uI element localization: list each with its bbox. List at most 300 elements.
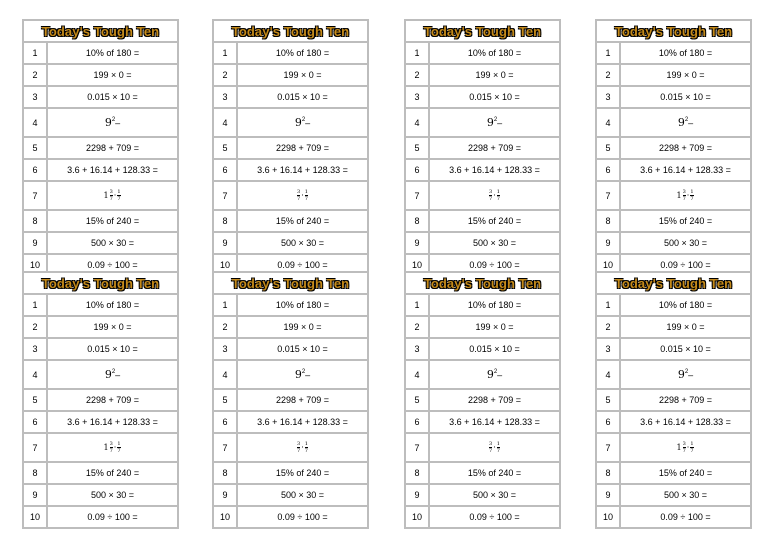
question-number: 9 bbox=[214, 233, 238, 253]
question-text: 199 × 0 = bbox=[283, 322, 322, 332]
denominator: 7 bbox=[496, 448, 500, 454]
question-number: 4 bbox=[214, 361, 238, 388]
mixed-whole: 1 bbox=[676, 443, 682, 452]
question-text: 10% of 180 = bbox=[275, 48, 330, 58]
question-text: 0.09 ÷ 100 = bbox=[469, 260, 520, 270]
question-text: 0.015 × 10 = bbox=[469, 344, 520, 354]
question-text bbox=[48, 182, 177, 209]
numerator: 3 bbox=[682, 189, 686, 195]
question-row bbox=[24, 463, 177, 485]
question-number: 3 bbox=[24, 87, 48, 107]
denominator: 7 bbox=[690, 448, 694, 454]
fraction-2 bbox=[305, 189, 308, 202]
numerator: 1 bbox=[496, 441, 500, 447]
question-row bbox=[24, 211, 177, 233]
question-text: 10% of 180 = bbox=[658, 48, 713, 58]
fraction-operator: · bbox=[686, 191, 690, 200]
power-base: 9 bbox=[104, 368, 112, 381]
question-row bbox=[214, 434, 367, 463]
fraction-2 bbox=[497, 189, 500, 202]
question-number: 10 bbox=[24, 255, 48, 275]
question-number: 3 bbox=[406, 87, 430, 107]
question-text: 500 × 30 = bbox=[663, 490, 708, 500]
fraction-operator: · bbox=[113, 191, 117, 200]
question-text: 10% of 180 = bbox=[85, 48, 140, 58]
question-row bbox=[214, 182, 367, 211]
question-row bbox=[214, 361, 367, 390]
power-exponent: 2 bbox=[493, 368, 498, 375]
fraction-operator: · bbox=[493, 443, 496, 452]
question-row bbox=[597, 434, 750, 463]
power-base: 9 bbox=[677, 368, 685, 381]
question-number: 1 bbox=[406, 295, 430, 315]
question-text bbox=[238, 109, 367, 136]
question-number: 8 bbox=[406, 211, 430, 231]
question-number: 7 bbox=[406, 182, 430, 209]
question-number: 2 bbox=[214, 317, 238, 337]
mixed-whole: 1 bbox=[103, 191, 109, 200]
denominator: 7 bbox=[117, 196, 121, 202]
fraction-1 bbox=[297, 441, 300, 454]
question-number: 7 bbox=[24, 182, 48, 209]
question-text: 2298 + 709 = bbox=[275, 395, 330, 405]
fraction-1 bbox=[489, 441, 492, 454]
question-text: 3.6 + 16.14 + 128.33 = bbox=[257, 417, 348, 427]
question-text: 500 × 30 = bbox=[90, 238, 135, 248]
question-number: 10 bbox=[406, 255, 430, 275]
power-exponent: 2 bbox=[493, 116, 498, 123]
question-row bbox=[406, 434, 559, 463]
power-exponent: 2 bbox=[684, 116, 689, 123]
question-row bbox=[597, 43, 750, 65]
question-row bbox=[24, 317, 177, 339]
tough-ten-card bbox=[595, 19, 752, 277]
question-number: 4 bbox=[406, 361, 430, 388]
question-row bbox=[214, 507, 367, 527]
card-title: Today's Tough Ten bbox=[214, 21, 367, 43]
question-text: 2298 + 709 = bbox=[658, 395, 713, 405]
power-exponent: 2 bbox=[111, 116, 116, 123]
power-exponent: 2 bbox=[301, 368, 306, 375]
power-tail: – bbox=[497, 369, 503, 380]
question-row bbox=[406, 463, 559, 485]
numerator: 1 bbox=[117, 189, 121, 195]
question-text: 0.015 × 10 = bbox=[660, 344, 711, 354]
question-text: 500 × 30 = bbox=[280, 238, 325, 248]
numerator: 1 bbox=[304, 189, 308, 195]
question-row bbox=[24, 160, 177, 182]
power-base: 9 bbox=[486, 368, 494, 381]
question-text: 2298 + 709 = bbox=[658, 143, 713, 153]
fraction-1 bbox=[297, 189, 300, 202]
question-row bbox=[597, 295, 750, 317]
question-row bbox=[24, 295, 177, 317]
question-text bbox=[48, 361, 177, 388]
question-row bbox=[214, 43, 367, 65]
numerator: 1 bbox=[304, 441, 308, 447]
question-text: 3.6 + 16.14 + 128.33 = bbox=[257, 165, 348, 175]
question-text bbox=[430, 434, 559, 461]
fraction-operator: · bbox=[301, 191, 304, 200]
question-number: 4 bbox=[24, 109, 48, 136]
question-text bbox=[621, 361, 750, 388]
question-number: 6 bbox=[597, 160, 621, 180]
question-text: 15% of 240 = bbox=[85, 468, 140, 478]
power-tail: – bbox=[305, 117, 311, 128]
question-text: 199 × 0 = bbox=[475, 70, 514, 80]
fraction-1 bbox=[683, 189, 686, 202]
fraction-expression bbox=[296, 441, 309, 454]
question-number: 1 bbox=[214, 295, 238, 315]
question-row bbox=[214, 160, 367, 182]
denominator: 7 bbox=[682, 448, 686, 454]
question-number: 9 bbox=[24, 233, 48, 253]
question-text: 0.015 × 10 = bbox=[87, 92, 138, 102]
power-exponent: 2 bbox=[301, 116, 306, 123]
question-number: 10 bbox=[214, 255, 238, 275]
question-text: 500 × 30 = bbox=[663, 238, 708, 248]
question-number: 9 bbox=[597, 485, 621, 505]
fraction-expression bbox=[103, 189, 121, 202]
question-number: 8 bbox=[24, 463, 48, 483]
question-row bbox=[406, 211, 559, 233]
question-number: 8 bbox=[406, 463, 430, 483]
numerator: 3 bbox=[489, 441, 493, 447]
question-number: 3 bbox=[406, 339, 430, 359]
question-row bbox=[214, 87, 367, 109]
question-text: 15% of 240 = bbox=[658, 216, 713, 226]
question-text: 2298 + 709 = bbox=[467, 143, 522, 153]
power-exponent: 2 bbox=[111, 368, 116, 375]
denominator: 7 bbox=[304, 196, 308, 202]
question-number: 1 bbox=[597, 295, 621, 315]
question-row bbox=[214, 233, 367, 255]
question-text: 2298 + 709 = bbox=[467, 395, 522, 405]
question-number: 4 bbox=[214, 109, 238, 136]
question-number: 3 bbox=[597, 87, 621, 107]
question-number: 10 bbox=[214, 507, 238, 527]
mixed-whole: 1 bbox=[103, 443, 109, 452]
fraction-1 bbox=[489, 189, 492, 202]
question-text: 3.6 + 16.14 + 128.33 = bbox=[449, 165, 540, 175]
denominator: 7 bbox=[489, 448, 493, 454]
question-number: 1 bbox=[214, 43, 238, 63]
fraction-expression bbox=[488, 189, 501, 202]
question-number: 7 bbox=[24, 434, 48, 461]
fraction-2 bbox=[497, 441, 500, 454]
question-number: 8 bbox=[24, 211, 48, 231]
power-base: 9 bbox=[294, 368, 302, 381]
tough-ten-card bbox=[595, 271, 752, 529]
power-base: 9 bbox=[486, 116, 494, 129]
question-row bbox=[406, 412, 559, 434]
question-number: 9 bbox=[24, 485, 48, 505]
question-number: 1 bbox=[24, 295, 48, 315]
question-number: 10 bbox=[597, 507, 621, 527]
denominator: 7 bbox=[109, 448, 113, 454]
question-text bbox=[430, 361, 559, 388]
numerator: 3 bbox=[682, 441, 686, 447]
fraction-expression bbox=[676, 441, 694, 454]
question-text: 0.09 ÷ 100 = bbox=[660, 260, 711, 270]
question-text: 0.09 ÷ 100 = bbox=[277, 260, 328, 270]
question-number: 3 bbox=[597, 339, 621, 359]
question-number: 10 bbox=[24, 507, 48, 527]
question-text: 15% of 240 = bbox=[467, 468, 522, 478]
question-row bbox=[214, 339, 367, 361]
question-text: 199 × 0 = bbox=[666, 322, 705, 332]
question-row bbox=[597, 87, 750, 109]
question-text: 500 × 30 = bbox=[472, 490, 517, 500]
fraction-2 bbox=[690, 441, 693, 454]
question-row bbox=[214, 463, 367, 485]
question-text bbox=[48, 434, 177, 461]
question-number: 8 bbox=[597, 463, 621, 483]
question-number: 2 bbox=[597, 65, 621, 85]
question-text: 0.015 × 10 = bbox=[469, 92, 520, 102]
fraction-1 bbox=[110, 441, 113, 454]
tough-ten-card bbox=[404, 19, 561, 277]
numerator: 3 bbox=[109, 441, 113, 447]
fraction-1 bbox=[110, 189, 113, 202]
numerator: 3 bbox=[297, 441, 301, 447]
question-row bbox=[597, 317, 750, 339]
denominator: 7 bbox=[496, 196, 500, 202]
question-text: 0.015 × 10 = bbox=[660, 92, 711, 102]
question-number: 6 bbox=[406, 160, 430, 180]
card-title: Today's Tough Ten bbox=[597, 21, 750, 43]
question-row bbox=[24, 182, 177, 211]
question-number: 2 bbox=[24, 317, 48, 337]
question-row bbox=[406, 65, 559, 87]
question-row bbox=[24, 434, 177, 463]
question-text: 0.015 × 10 = bbox=[277, 344, 328, 354]
question-text bbox=[430, 182, 559, 209]
power-base: 9 bbox=[104, 116, 112, 129]
power-tail: – bbox=[688, 117, 694, 128]
question-row bbox=[214, 317, 367, 339]
question-text bbox=[238, 361, 367, 388]
fraction-expression bbox=[103, 441, 121, 454]
question-row bbox=[406, 485, 559, 507]
numerator: 1 bbox=[690, 441, 694, 447]
question-number: 5 bbox=[597, 138, 621, 158]
question-number: 5 bbox=[214, 390, 238, 410]
question-number: 9 bbox=[406, 233, 430, 253]
question-row bbox=[597, 160, 750, 182]
numerator: 1 bbox=[496, 189, 500, 195]
question-row bbox=[24, 412, 177, 434]
question-number: 3 bbox=[214, 87, 238, 107]
question-number: 6 bbox=[24, 412, 48, 432]
question-number: 8 bbox=[214, 463, 238, 483]
question-number: 5 bbox=[214, 138, 238, 158]
question-text: 10% of 180 = bbox=[275, 300, 330, 310]
question-row bbox=[24, 339, 177, 361]
question-row bbox=[214, 485, 367, 507]
question-text bbox=[621, 109, 750, 136]
question-text: 3.6 + 16.14 + 128.33 = bbox=[67, 165, 158, 175]
denominator: 7 bbox=[489, 196, 493, 202]
question-text: 10% of 180 = bbox=[658, 300, 713, 310]
question-row bbox=[406, 160, 559, 182]
denominator: 7 bbox=[109, 196, 113, 202]
numerator: 1 bbox=[117, 441, 121, 447]
question-row bbox=[214, 295, 367, 317]
fraction-expression bbox=[488, 441, 501, 454]
question-number: 3 bbox=[24, 339, 48, 359]
question-row bbox=[406, 233, 559, 255]
fraction-2 bbox=[690, 189, 693, 202]
question-row bbox=[597, 485, 750, 507]
question-row bbox=[406, 138, 559, 160]
question-text bbox=[48, 109, 177, 136]
numerator: 3 bbox=[489, 189, 493, 195]
question-number: 9 bbox=[214, 485, 238, 505]
question-number: 8 bbox=[597, 211, 621, 231]
card-title: Today's Tough Ten bbox=[597, 273, 750, 295]
question-row bbox=[24, 233, 177, 255]
question-row bbox=[406, 339, 559, 361]
question-number: 7 bbox=[597, 434, 621, 461]
tough-ten-card bbox=[22, 271, 179, 529]
fraction-operator: · bbox=[493, 191, 496, 200]
question-row bbox=[597, 182, 750, 211]
numerator: 3 bbox=[109, 189, 113, 195]
question-row bbox=[214, 109, 367, 138]
question-text: 15% of 240 = bbox=[275, 216, 330, 226]
tough-ten-card bbox=[212, 19, 369, 277]
question-number: 2 bbox=[406, 65, 430, 85]
question-text: 199 × 0 = bbox=[475, 322, 514, 332]
question-row bbox=[214, 390, 367, 412]
question-row bbox=[24, 361, 177, 390]
question-text: 199 × 0 = bbox=[283, 70, 322, 80]
question-text: 2298 + 709 = bbox=[85, 395, 140, 405]
question-number: 8 bbox=[214, 211, 238, 231]
question-text: 15% of 240 = bbox=[658, 468, 713, 478]
tough-ten-card bbox=[404, 271, 561, 529]
question-number: 5 bbox=[597, 390, 621, 410]
denominator: 7 bbox=[117, 448, 121, 454]
denominator: 7 bbox=[297, 448, 301, 454]
fraction-expression bbox=[676, 189, 694, 202]
question-row bbox=[597, 412, 750, 434]
question-text: 15% of 240 = bbox=[275, 468, 330, 478]
question-text: 3.6 + 16.14 + 128.33 = bbox=[640, 165, 731, 175]
question-text bbox=[621, 182, 750, 209]
question-row bbox=[24, 485, 177, 507]
mixed-whole: 1 bbox=[676, 191, 682, 200]
card-title: Today's Tough Ten bbox=[24, 273, 177, 295]
question-number: 10 bbox=[406, 507, 430, 527]
question-row bbox=[597, 109, 750, 138]
question-number: 5 bbox=[24, 138, 48, 158]
question-text: 0.09 ÷ 100 = bbox=[87, 260, 138, 270]
question-row bbox=[597, 138, 750, 160]
question-text bbox=[238, 182, 367, 209]
denominator: 7 bbox=[690, 196, 694, 202]
question-row bbox=[597, 65, 750, 87]
power-base: 9 bbox=[294, 116, 302, 129]
question-number: 4 bbox=[597, 109, 621, 136]
fraction-2 bbox=[117, 441, 120, 454]
numerator: 3 bbox=[297, 189, 301, 195]
question-number: 6 bbox=[24, 160, 48, 180]
question-row bbox=[406, 43, 559, 65]
question-row bbox=[24, 390, 177, 412]
numerator: 1 bbox=[690, 189, 694, 195]
question-text: 10% of 180 = bbox=[467, 300, 522, 310]
tough-ten-card bbox=[212, 271, 369, 529]
question-row bbox=[406, 390, 559, 412]
question-text: 2298 + 709 = bbox=[275, 143, 330, 153]
question-number: 2 bbox=[214, 65, 238, 85]
question-row bbox=[406, 109, 559, 138]
question-number: 2 bbox=[24, 65, 48, 85]
question-number: 9 bbox=[597, 233, 621, 253]
question-number: 6 bbox=[406, 412, 430, 432]
question-number: 4 bbox=[24, 361, 48, 388]
question-row bbox=[406, 317, 559, 339]
question-text: 0.015 × 10 = bbox=[277, 92, 328, 102]
fraction-1 bbox=[683, 441, 686, 454]
question-text: 500 × 30 = bbox=[90, 490, 135, 500]
question-row bbox=[214, 138, 367, 160]
question-number: 1 bbox=[406, 43, 430, 63]
tough-ten-card bbox=[22, 19, 179, 277]
question-row bbox=[406, 361, 559, 390]
question-text bbox=[430, 109, 559, 136]
power-tail: – bbox=[115, 117, 121, 128]
question-text: 199 × 0 = bbox=[666, 70, 705, 80]
question-number: 7 bbox=[406, 434, 430, 461]
question-row bbox=[597, 211, 750, 233]
card-title: Today's Tough Ten bbox=[214, 273, 367, 295]
question-text: 3.6 + 16.14 + 128.33 = bbox=[449, 417, 540, 427]
question-text: 10% of 180 = bbox=[85, 300, 140, 310]
question-text: 0.015 × 10 = bbox=[87, 344, 138, 354]
question-text: 500 × 30 = bbox=[472, 238, 517, 248]
question-row bbox=[406, 507, 559, 527]
question-number: 1 bbox=[597, 43, 621, 63]
question-text: 3.6 + 16.14 + 128.33 = bbox=[640, 417, 731, 427]
question-number: 7 bbox=[214, 434, 238, 461]
question-text: 15% of 240 = bbox=[85, 216, 140, 226]
question-row bbox=[597, 463, 750, 485]
question-row bbox=[24, 87, 177, 109]
power-tail: – bbox=[688, 369, 694, 380]
question-number: 6 bbox=[214, 412, 238, 432]
question-text: 0.09 ÷ 100 = bbox=[469, 512, 520, 522]
power-exponent: 2 bbox=[684, 368, 689, 375]
question-row bbox=[214, 65, 367, 87]
question-text bbox=[238, 434, 367, 461]
denominator: 7 bbox=[682, 196, 686, 202]
question-row bbox=[214, 211, 367, 233]
question-number: 5 bbox=[24, 390, 48, 410]
question-row bbox=[597, 233, 750, 255]
question-number: 4 bbox=[406, 109, 430, 136]
question-text: 500 × 30 = bbox=[280, 490, 325, 500]
question-number: 2 bbox=[406, 317, 430, 337]
denominator: 7 bbox=[304, 448, 308, 454]
question-number: 5 bbox=[406, 390, 430, 410]
question-row bbox=[597, 339, 750, 361]
question-row bbox=[24, 109, 177, 138]
question-row bbox=[24, 138, 177, 160]
fraction-2 bbox=[117, 189, 120, 202]
